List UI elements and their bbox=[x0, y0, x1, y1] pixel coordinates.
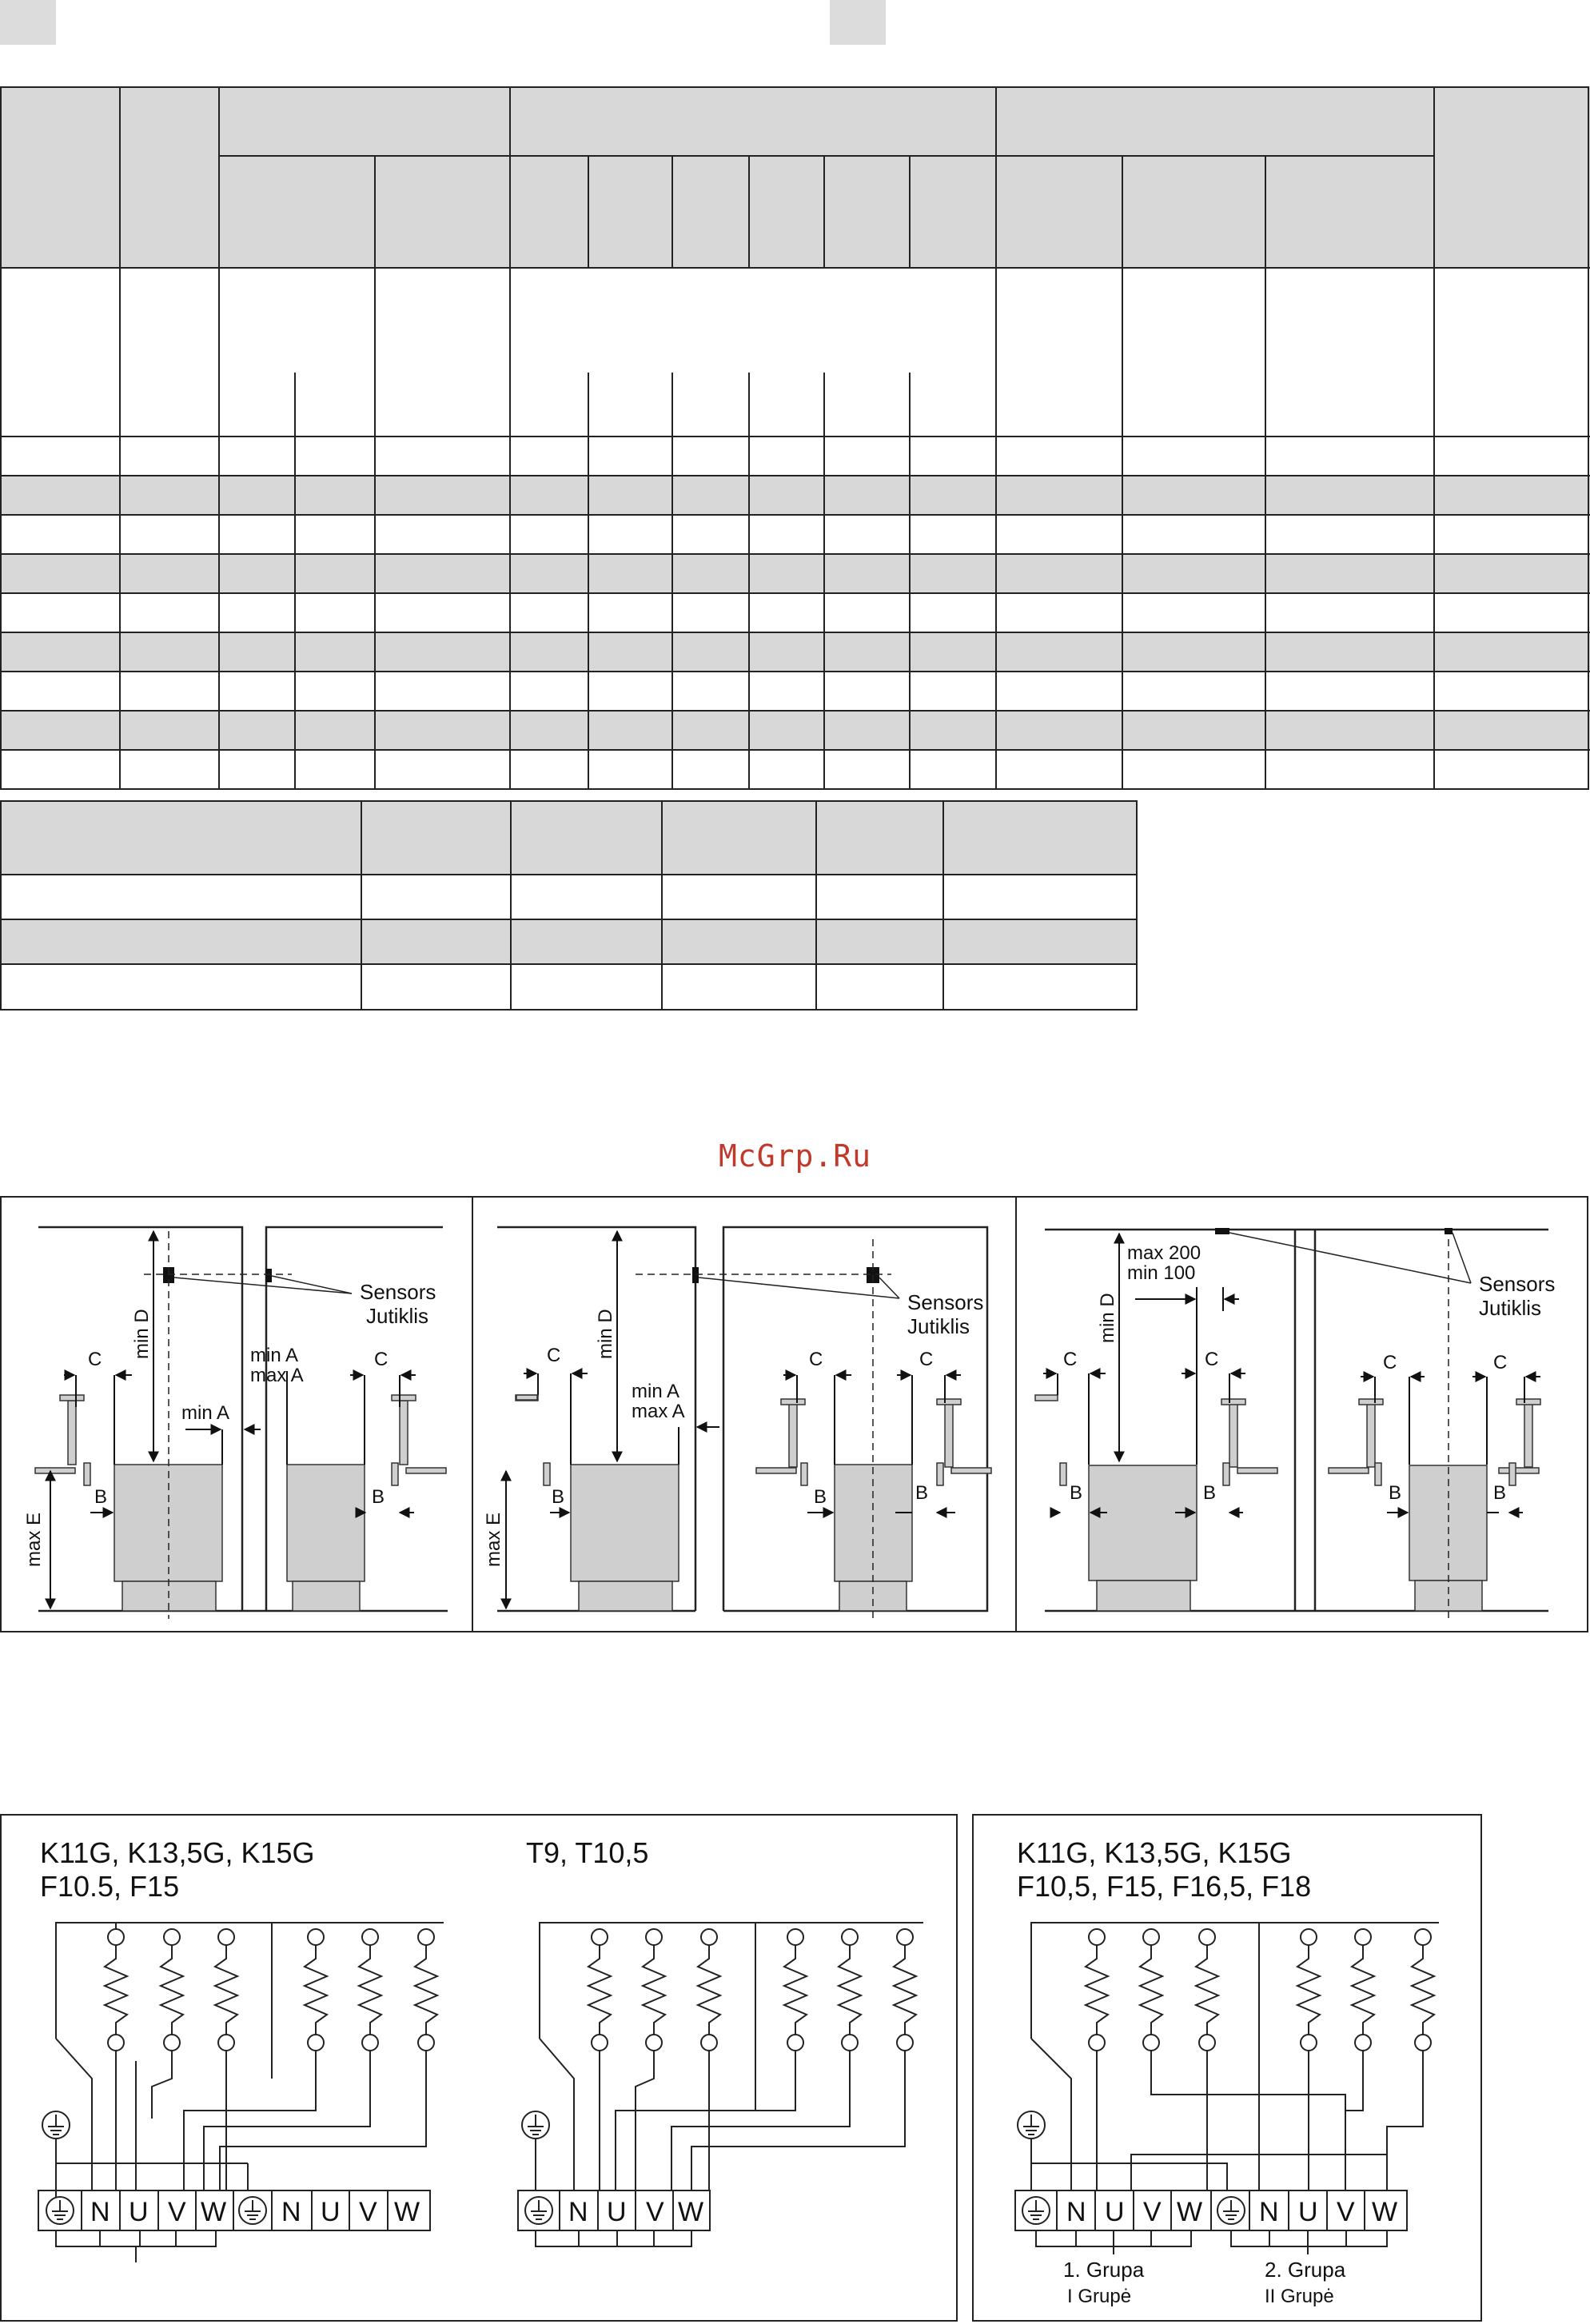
table-shaded-rows bbox=[0, 476, 1590, 750]
label-b-2: B bbox=[372, 1486, 385, 1508]
d3-term-v1: V bbox=[1143, 2197, 1162, 2227]
label-b-7: B bbox=[1203, 1482, 1217, 1504]
group2-sublabel: II Grupė bbox=[1265, 2286, 1334, 2307]
label-c-4: C bbox=[809, 1349, 823, 1370]
diagram3-title-2: F10,5, F15, F16,5, F18 bbox=[1017, 1870, 1312, 1903]
label-b-3: B bbox=[552, 1486, 565, 1508]
d1-term-w1: W bbox=[201, 2197, 227, 2227]
label-min-d-1: min D bbox=[131, 1309, 153, 1359]
corner-mark-right bbox=[830, 0, 886, 45]
group1-sublabel: I Grupė bbox=[1067, 2286, 1132, 2307]
label-jutiklis-1: Jutiklis bbox=[366, 1304, 429, 1328]
wiring-figure bbox=[0, 1811, 1590, 2324]
table-header-fill bbox=[0, 86, 1590, 268]
d2-term-v: V bbox=[646, 2197, 664, 2227]
d2-term-n: N bbox=[568, 2197, 588, 2227]
label-b-9: B bbox=[1493, 1482, 1507, 1504]
spec-table bbox=[0, 86, 1590, 790]
label-max-a-2: max A bbox=[632, 1401, 685, 1422]
label-c-3: C bbox=[547, 1345, 561, 1366]
label-c-2: C bbox=[374, 1349, 389, 1370]
label-min-a-3: min A bbox=[632, 1381, 680, 1402]
d2-term-u: U bbox=[607, 2197, 627, 2227]
label-min-d-3: min D bbox=[1097, 1293, 1118, 1343]
label-c-9: C bbox=[1493, 1352, 1508, 1373]
d3-term-n2: N bbox=[1259, 2197, 1279, 2227]
d3-term-u1: U bbox=[1105, 2197, 1125, 2227]
d1-term-n1: N bbox=[90, 2197, 110, 2227]
d1-term-v1: V bbox=[168, 2197, 186, 2227]
label-jutiklis-3: Jutiklis bbox=[1479, 1296, 1542, 1320]
label-min-100: min 100 bbox=[1127, 1262, 1196, 1284]
d3-term-v2: V bbox=[1337, 2197, 1355, 2227]
d3-term-w1: W bbox=[1177, 2197, 1203, 2227]
label-min-a-2: min A bbox=[250, 1345, 299, 1366]
d1-term-w2: W bbox=[394, 2197, 420, 2227]
watermark: McGrp.Ru bbox=[718, 1138, 872, 1174]
secondary-table bbox=[0, 800, 1139, 1012]
label-max-e-2: max E bbox=[483, 1512, 504, 1567]
label-sensors-3: Sensors bbox=[1479, 1272, 1556, 1296]
label-min-a-1: min A bbox=[181, 1402, 230, 1424]
corner-mark-left bbox=[0, 0, 56, 45]
label-b-6: B bbox=[1070, 1482, 1083, 1504]
label-c-6: C bbox=[1063, 1349, 1078, 1370]
diagram2-title-1: T9, T10,5 bbox=[526, 1836, 649, 1869]
label-sensors-2: Sensors bbox=[907, 1290, 984, 1314]
d3-term-w2: W bbox=[1372, 2197, 1398, 2227]
label-c-1: C bbox=[88, 1349, 102, 1370]
diagram1-title-2: F10.5, F15 bbox=[40, 1870, 180, 1903]
d1-term-u1: U bbox=[129, 2197, 149, 2227]
label-c-5: C bbox=[919, 1349, 934, 1370]
label-b-1: B bbox=[94, 1486, 108, 1508]
label-max-a-1: max A bbox=[250, 1365, 304, 1386]
d3-term-u2: U bbox=[1298, 2197, 1318, 2227]
label-c-8: C bbox=[1383, 1352, 1397, 1373]
d1-term-n2: N bbox=[281, 2197, 301, 2227]
label-b-8: B bbox=[1389, 1482, 1402, 1504]
label-b-5: B bbox=[915, 1482, 929, 1504]
d2-term-w: W bbox=[678, 2197, 704, 2227]
diagram3-title-1: K11G, K13,5G, K15G bbox=[1017, 1836, 1292, 1869]
label-jutiklis-2: Jutiklis bbox=[907, 1314, 970, 1338]
label-max-200: max 200 bbox=[1127, 1242, 1201, 1264]
label-min-d-2: min D bbox=[595, 1309, 616, 1359]
diagram1-title-1: K11G, K13,5G, K15G bbox=[40, 1836, 315, 1869]
label-sensors-1: Sensors bbox=[360, 1280, 436, 1304]
label-b-4: B bbox=[814, 1486, 827, 1508]
d1-term-u2: U bbox=[321, 2197, 341, 2227]
installation-figure bbox=[0, 1195, 1590, 1635]
label-max-e-1: max E bbox=[23, 1512, 45, 1567]
group1-label: 1. Grupa bbox=[1063, 2258, 1145, 2282]
label-c-7: C bbox=[1205, 1349, 1219, 1370]
d3-term-n1: N bbox=[1066, 2197, 1086, 2227]
group2-label: 2. Grupa bbox=[1265, 2258, 1346, 2282]
d1-term-v2: V bbox=[359, 2197, 377, 2227]
